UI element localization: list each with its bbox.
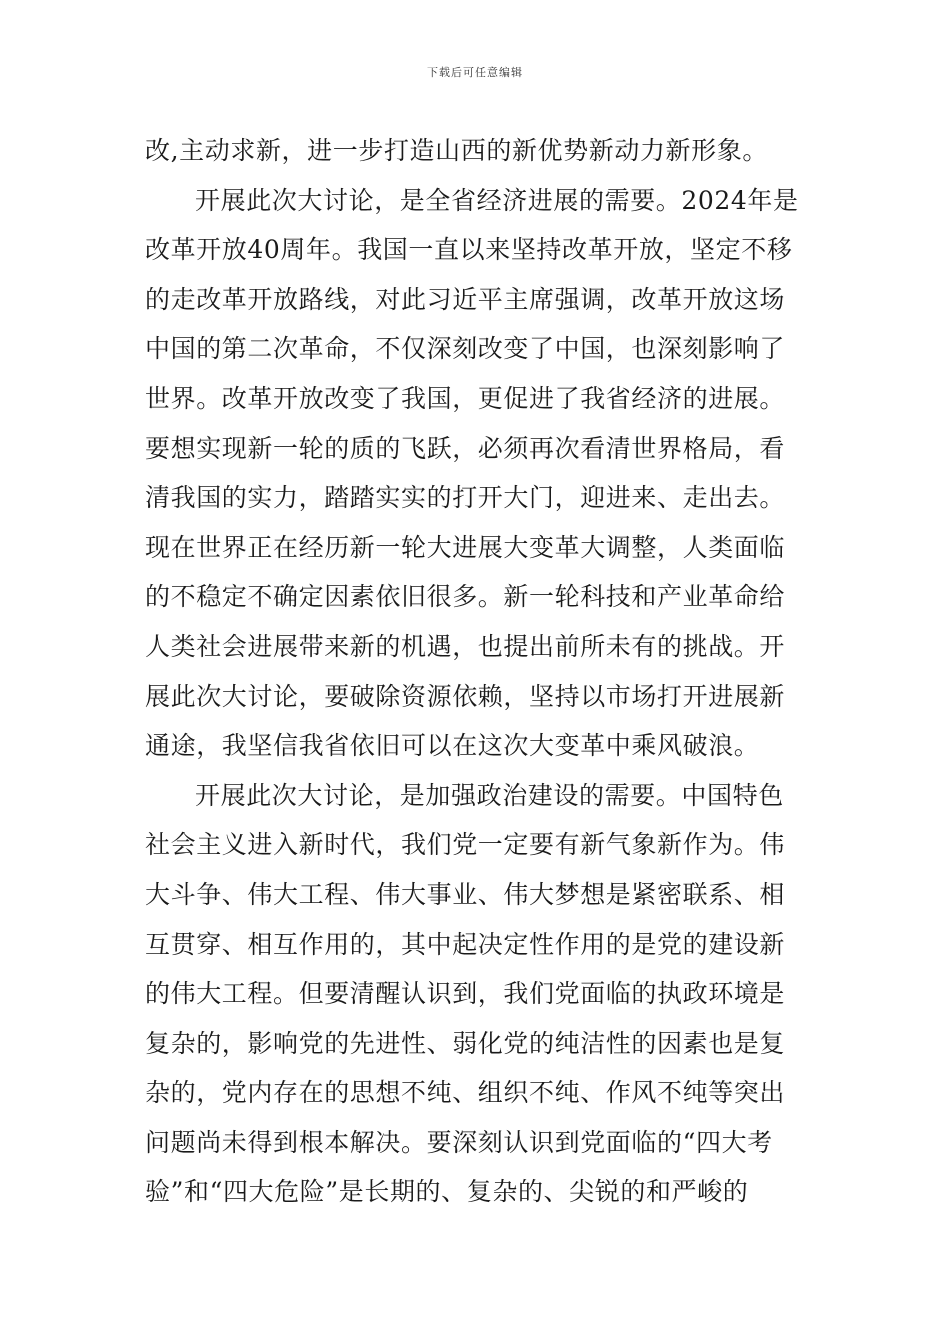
- text-line: 中国的第二次革命，不仅深刻改变了中国，也深刻影响了: [145, 334, 786, 364]
- page-header: 下载后可任意编辑: [427, 66, 523, 79]
- text-line: 通途，我坚信我省依旧可以在这次大变革中乘风破浪。: [145, 731, 760, 761]
- text-line: 改,主动求新，进一步打造山西的新优势新动力新形象。: [145, 136, 768, 165]
- text-line: 开展此次大讨论，是全省经济进展的需要。2024年是: [195, 185, 799, 215]
- text-line: 验”和“四大危险”是长期的、复杂的、尖锐的和严峻的: [145, 1177, 749, 1207]
- text-line: 开展此次大讨论，是加强政治建设的需要。中国特色: [195, 780, 784, 810]
- text-line: 的不稳定不确定因素依旧很多。新一轮科技和产业革命给: [145, 582, 786, 612]
- text-line: 互贯穿、相互作用的，其中起决定性作用的是党的建设新: [145, 929, 786, 959]
- text-line: 现在世界正在经历新一轮大进展大变革大调整，人类面临: [145, 532, 786, 562]
- text-line: 问题尚未得到根本解决。要深刻认识到党面临的“四大考: [145, 1127, 773, 1157]
- document-body: [145, 126, 807, 1217]
- text-line: 世界。改革开放改变了我国，更促进了我省经济的进展。: [145, 383, 786, 413]
- text-line: 的伟大工程。但要清醒认识到，我们党面临的执政环境是: [145, 979, 786, 1009]
- text-line: 杂的，党内存在的思想不纯、组织不纯、作风不纯等突出: [145, 1078, 786, 1108]
- text-line: 要想实现新一轮的质的飞跃，必须再次看清世界格局，看: [145, 433, 786, 463]
- text-line: 人类社会进展带来新的机遇，也提出前所未有的挑战。开: [145, 631, 786, 661]
- text-line: 社会主义进入新时代，我们党一定要有新气象新作为。伟: [145, 830, 786, 860]
- text-line: 复杂的，影响党的先进性、弱化党的纯洁性的因素也是复: [145, 1028, 786, 1058]
- text-line: 改革开放40周年。我国一直以来坚持改革开放，坚定不移: [145, 235, 793, 265]
- text-line: 展此次大讨论，要破除资源依赖，坚持以市场打开进展新: [145, 681, 786, 711]
- text-line: 清我国的实力，踏踏实实的打开大门，迎进来、走出去。: [145, 483, 786, 513]
- text-line: 的走改革开放路线，对此习近平主席强调，改革开放这场: [145, 284, 786, 314]
- text-line: 大斗争、伟大工程、伟大事业、伟大梦想是紧密联系、相: [145, 879, 786, 909]
